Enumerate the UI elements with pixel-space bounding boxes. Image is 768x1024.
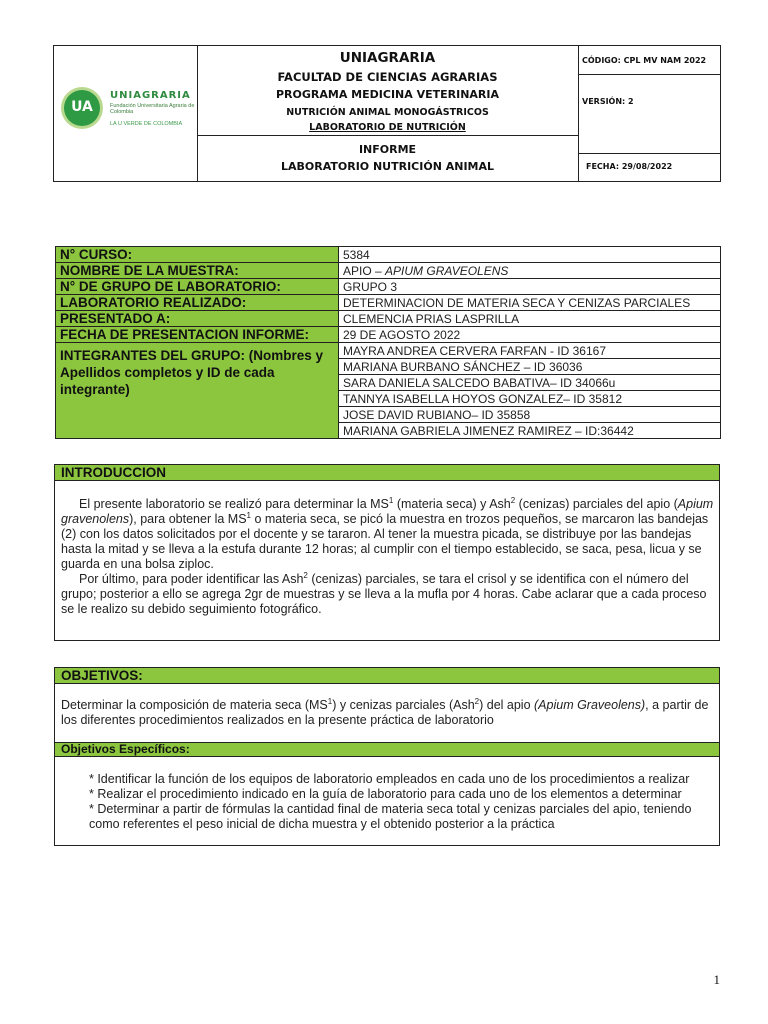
course-label: N° CURSO: [56,247,339,263]
document-date: FECHA: 29/08/2022 [586,162,673,171]
sample-label: NOMBRE DE LA MUESTRA: [56,263,339,279]
lab-name: LABORATORIO DE NUTRICIÓN [309,122,466,133]
logo-emblem: UA [64,90,100,126]
date-label: FECHA DE PRESENTACION INFORME: [56,327,339,343]
logo-name: UNIAGRARIA [110,90,191,101]
objectives-heading: OBJETIVOS: [54,667,720,684]
list-item: * Realizar el procedimiento indicado en la guía de laboratorio para cada uno de los elementos a determinar [89,787,682,801]
course-name: NUTRICIÓN ANIMAL MONOGÁSTRICOS [286,107,489,118]
report-info-table [55,246,721,439]
header-divider [578,46,579,181]
member-item: JOSE DAVID RUBIANO– ID 35858 [339,407,721,423]
members-label: INTEGRANTES DEL GRUPO: (Nombres y Apellidos completos y ID de cada integrante) [56,343,339,439]
header-divider [197,135,578,136]
member-item: SARA DANIELA SALCEDO BABATIVA– ID 34066u [339,375,721,391]
table-row [56,327,721,343]
program-name: PROGRAMA MEDICINA VETERINARIA [276,88,499,101]
header-divider [578,153,721,154]
lab-value: DETERMINACION DE MATERIA SECA Y CENIZAS PARCIALES [339,295,721,311]
specific-objectives-heading: Objetivos Específicos: [54,742,720,757]
table-row [56,343,721,359]
member-item: MARIANA GABRIELA JIMENEZ RAMIREZ – ID:36442 [339,423,721,439]
institution-logo [64,86,194,138]
report-label: INFORME [358,143,417,156]
member-item: TANNYA ISABELLA HOYOS GONZALEZ– ID 35812 [339,391,721,407]
lab-label: LABORATORIO REALIZADO: [56,295,339,311]
member-item: MARIANA BURBANO SÁNCHEZ – ID 36036 [339,359,721,375]
table-row [56,279,721,295]
sample-value: APIO – APIUM GRAVEOLENS [339,263,721,279]
list-item: * Identificar la función de los equipos de laboratorio empleados en cada uno de los procedimientos a realizar [89,772,690,786]
report-title: LABORATORIO NUTRICIÓN ANIMAL [280,160,495,173]
document-header [53,45,721,182]
logo-subtitle: Fundación Universitaria Agraria de Colombia [110,103,195,115]
group-label: N° DE GRUPO DE LABORATORIO: [56,279,339,295]
date-value: 29 DE AGOSTO 2022 [339,327,721,343]
presented-value: CLEMENCIA PRIAS LASPRILLA [339,311,721,327]
page-number: 1 [713,972,720,987]
specific-objectives-list [75,772,705,832]
member-item: MAYRA ANDREA CERVERA FARFAN - ID 36167 [339,343,721,359]
presented-label: PRESENTADO A: [56,311,339,327]
document-code: CÓDIGO: CPL MV NAM 2022 [582,56,707,65]
document-version: VERSIÓN: 2 [582,97,634,106]
group-value: GRUPO 3 [339,279,721,295]
general-objective: Determinar la composición de materia seca $(MS^1)$ y cenizas parciales (Ash$^2$) del apio (Apium Graveolens), a partir de los diferentes procedimientos realizados en la presente práctica de laboratorio [61,696,709,727]
table-row [56,311,721,327]
institution-name: UNIAGRARIA [339,50,436,66]
lab-name-wrap [197,122,578,133]
faculty-name: FACULTAD DE CIENCIAS AGRARIAS [277,70,498,84]
table-row [56,247,721,263]
course-value: 5384 [339,247,721,263]
list-item: * Determinar a partir de fórmulas la cantidad final de materia seca total y cenizas parciales del apio, teniendo como referentes el peso inicial de dicha muestra y el obtenido posterior a la práctica [89,802,692,831]
introduction-paragraph: Por último, para poder identificar las Ash$^2$ (cenizas) parciales, se tara el crisol y se identifica con el número del grupo; posterior a ello se agrega 2gr de muestras y se lleva a la mufla por 4 horas. Cabe aclarar que a cada proceso se le realizo su debido seguimiento fotográfico. [61,570,707,616]
logo-tagline: LA U VERDE DE COLOMBIA [110,121,183,127]
table-row [56,263,721,279]
table-row [56,295,721,311]
introduction-text [61,497,715,617]
introduction-heading: INTRODUCCION [54,464,720,481]
header-divider [578,74,721,75]
introduction-paragraph: El presente laboratorio se realizó para determinar la $MS^1$ (materia seca) y Ash$^2$ (cenizas) parciales del apio (Apium gravenolens), para obtener la $MS^1$ o materia seca, se picó la muestra en trozos pequeños, se marcaron las bandejas (2) con los datos solicitados por el docente y se tararon. Al tener la muestra picada, se distribuye por las bandejas hasta la mitad y se lleva a la estufa durante 12 horas; al cumplir con el tiempo establecido, se saca, pesa, licua y se guarda en una bolsa ziploc. [61,495,714,571]
